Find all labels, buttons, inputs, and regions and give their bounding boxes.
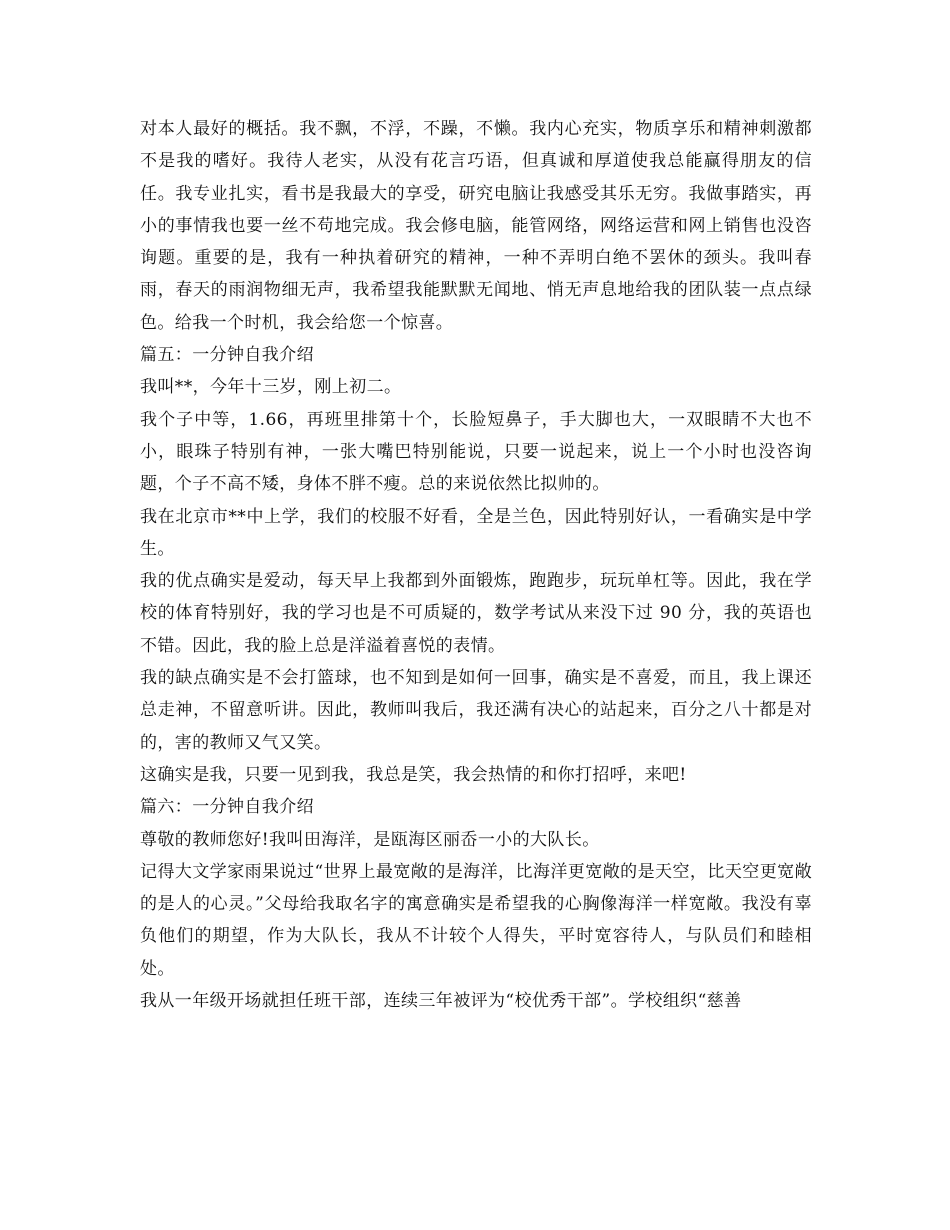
paragraph-weaknesses: 我的缺点确实是不会打篮球，也不知到是如何一回事，确实是不喜爱，而且，我上课还总走神，不留意听讲。因此，教师叫我后，我还满有决心的站起来，百分之八十都是对的，害的教师又气又笑。 (140, 668, 812, 753)
paragraph-intro-continued: 对本人最好的概括。我不飘，不浮，不躁，不懒。我内心充实，物质享乐和精神刺激都不是我的嗜好。我待人老实，从没有花言巧语，但真诚和厚道使我总能赢得朋友的信任。我专业扎实，看书是我最大的享受，研究电脑让我感受其乐无穷。我做事踏实，再小的事情我也要一丝不苟地完成。我会修电脑，能管网络，网络运营和网上销售也没咨询题。重要的是，我有一种执着研究的精神，一种不弄明白绝不罢休的颈头。我叫春雨，春天的雨润物细无声，我希望我能默默无闻地、悄无声息地给我的团队装一点点绿色。给我一个时机，我会给您一个惊喜。 (140, 119, 812, 333)
paragraph-closing: 这确实是我，只要一见到我，我总是笑，我会热情的和你打招呼，来吧! (140, 764, 687, 785)
section-heading-part-five: 篇五：一分钟自我介绍 (140, 345, 314, 366)
paragraph-school: 我在北京市**中上学，我们的校服不好看，全是兰色，因此特别好认，一看确实是中学生。 (140, 506, 812, 559)
paragraph-greeting: 尊敬的教师您好!我叫田海洋，是瓯海区丽岙一小的大队长。 (140, 829, 600, 850)
paragraph-strengths: 我的优点确实是爱动，每天早上我都到外面锻炼，跑跑步，玩玩单杠等。因此，我在学校的体育特别好，我的学习也是不可质疑的，数学考试从来没下过 90 分，我的英语也不错。因此，我的脸上总是洋溢着喜悦的表情。 (140, 571, 812, 656)
section-heading-part-six: 篇六：一分钟自我介绍 (140, 797, 314, 818)
paragraph-appearance: 我个子中等，1.66，再班里排第十个，长脸短鼻子，手大脚也大，一双眼睛不大也不小，眼珠子特别有神，一张大嘴巴特别能说，只要一说起来，说上一个小时也没咨询题，个子不高不矮，身体不胖不瘦。总的来说依然比拟帅的。 (140, 409, 812, 495)
paragraph-name-age: 我叫**，今年十三岁，刚上初二。 (140, 377, 402, 398)
paragraph-name-meaning: 记得大文学家雨果说过“世界上最宽敞的是海洋，比海洋更宽敞的是天空，比天空更宽敞的是人的心灵。”父母给我取名字的寓意确实是希望我的心胸像海洋一样宽敞。我没有辜负他们的期望，作为大队长，我从不计较个人得失，平时宽容待人，与队员们和睦相处。 (140, 861, 812, 979)
paragraph-class-leader: 我从一年级开场就担任班干部，连续三年被评为“校优秀干部”。学校组织“慈善 (140, 991, 742, 1012)
document-body (140, 113, 812, 1017)
